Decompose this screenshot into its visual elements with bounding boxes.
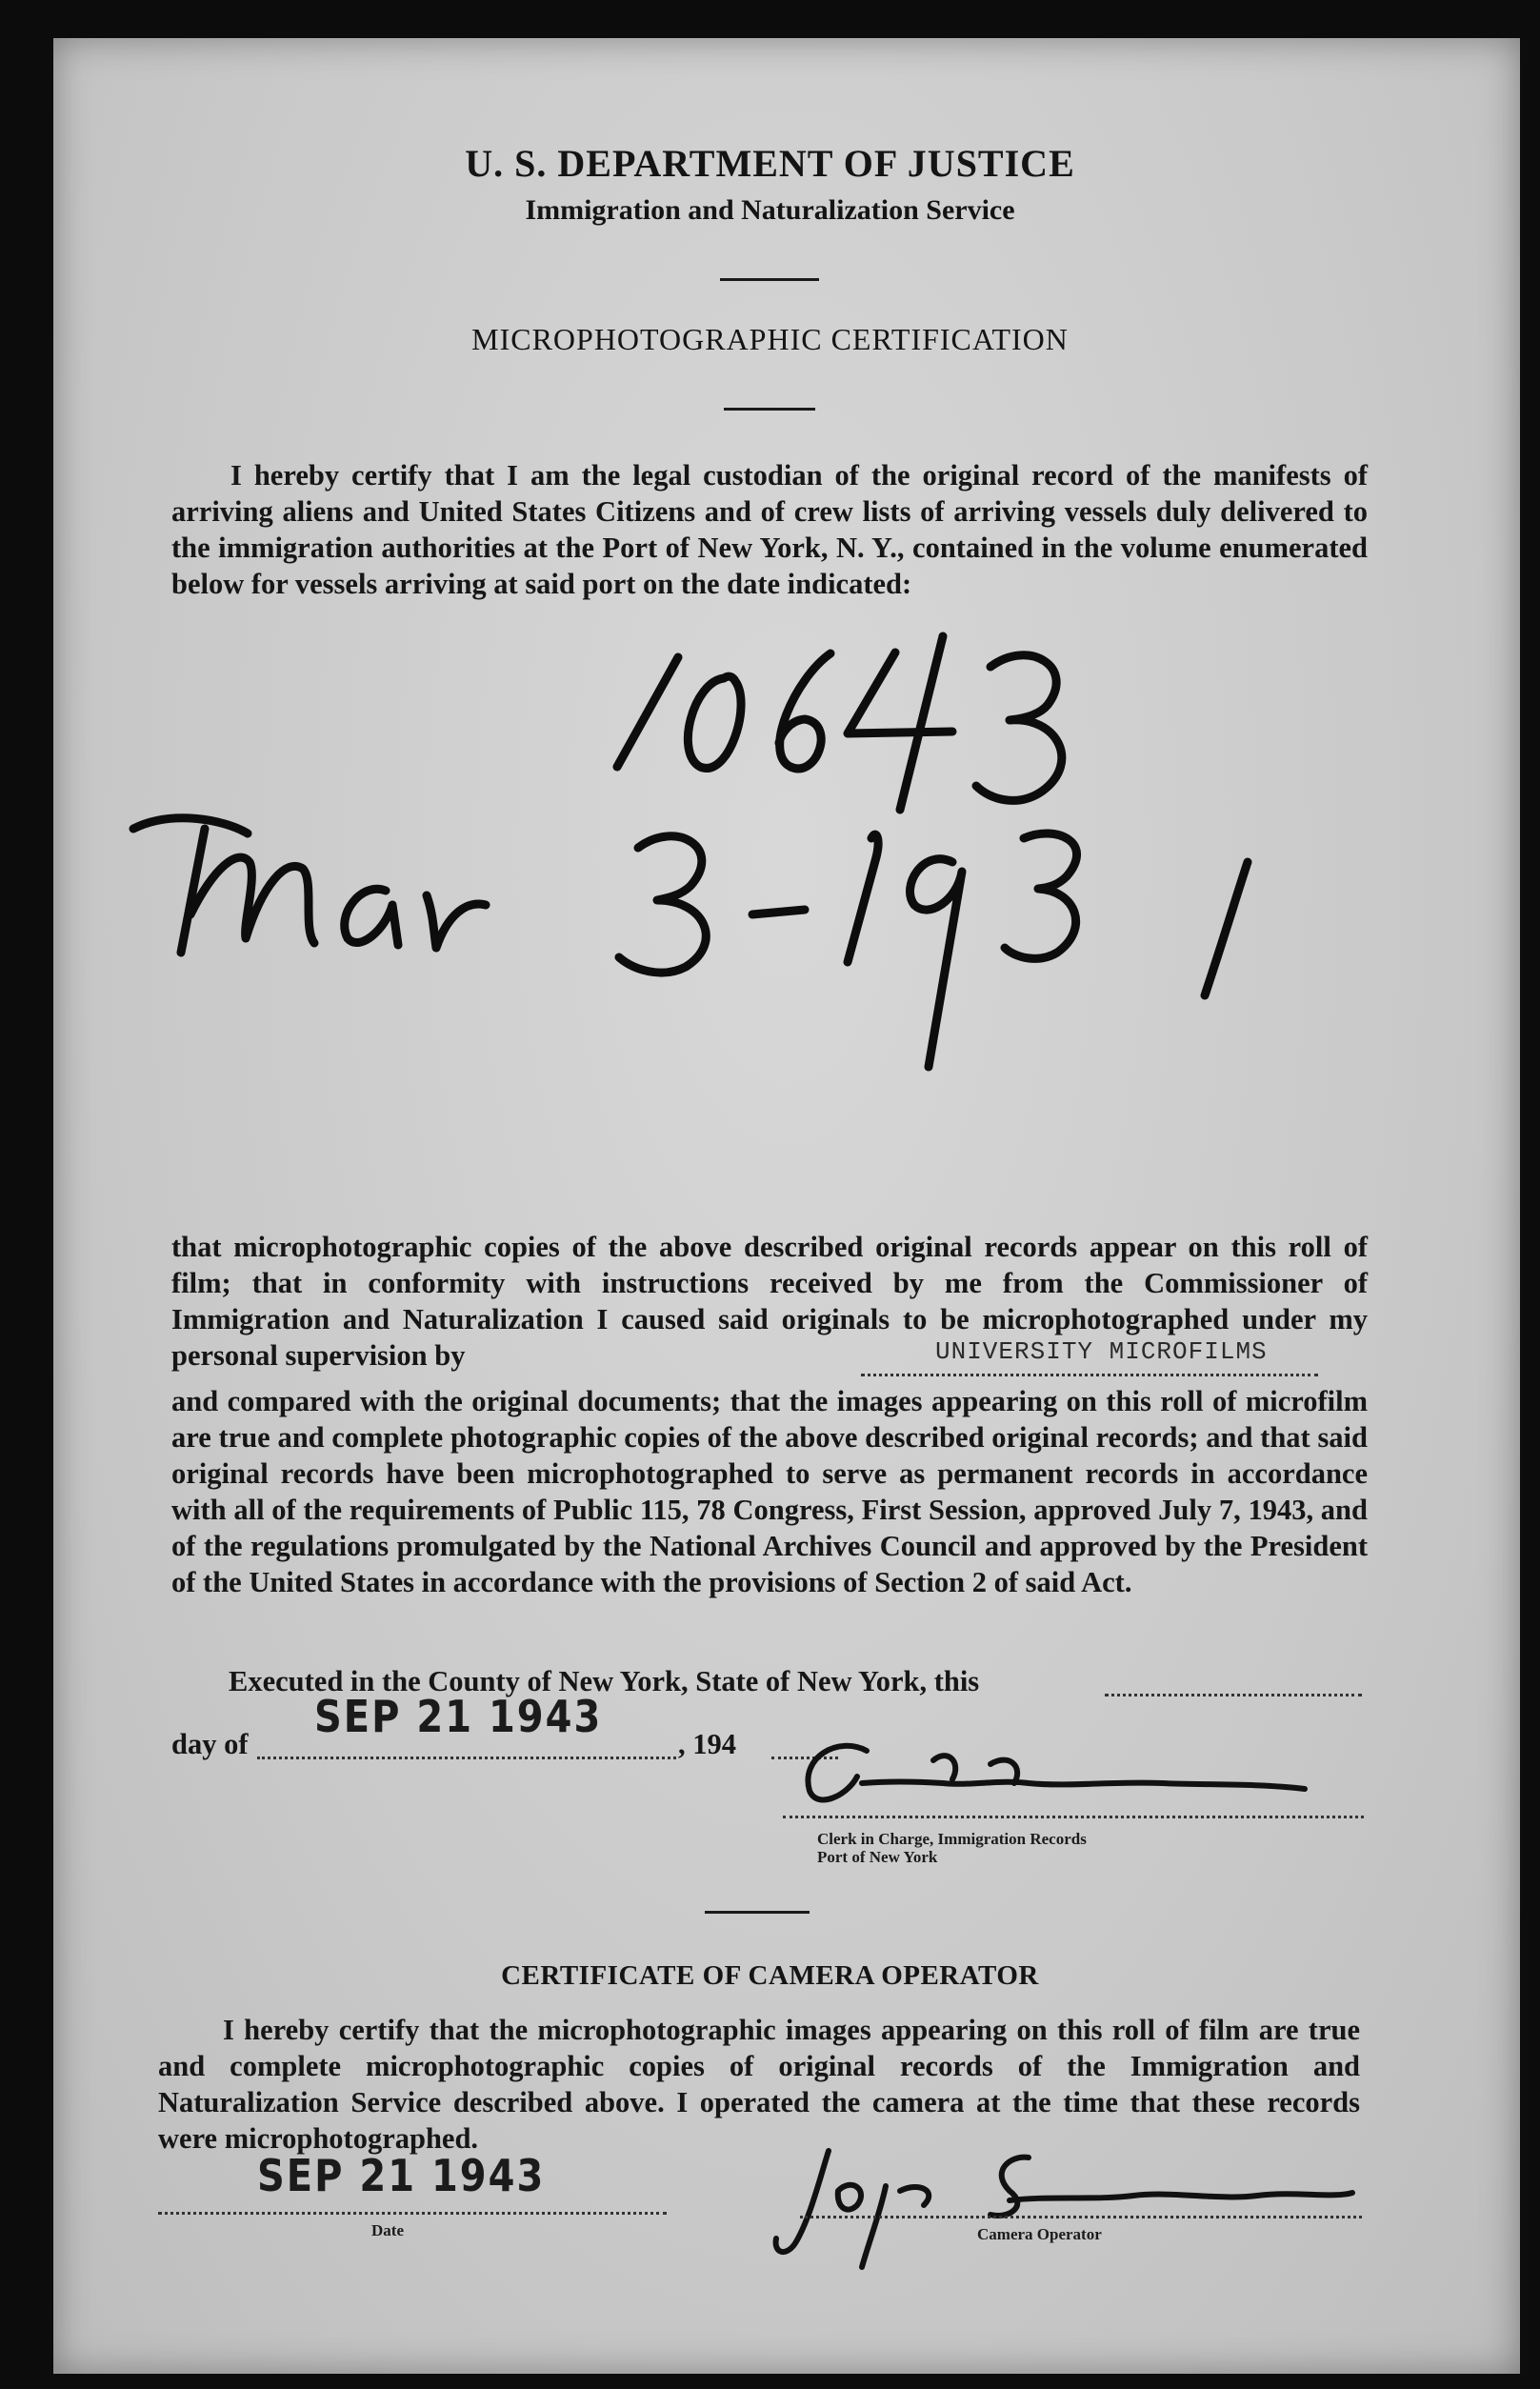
operator-date-stamp: SEP 21 1943 — [257, 2151, 546, 2202]
day-of-label: day of — [171, 1728, 249, 1760]
section-divider — [705, 1911, 810, 1914]
body-paragraph-part1: that microphotographic copies of the above described original records appear on this roll of film; that in conformity with instructions received by me from the Commissioner of Immigration and Naturalization I caused said originals to be microphotographed under my personal supervision by — [171, 1231, 1368, 1372]
date-label: Date — [371, 2221, 404, 2239]
clerk-signature-line — [783, 1816, 1364, 1818]
clerk-title-line1: Clerk in Charge, Immigration Records — [817, 1830, 1087, 1848]
body-paragraph-part2: and compared with the original documents; that the images appearing on this roll of microfilm are true and complete photographic copies of the above described original records; and that said original records have been microphotographed to serve as permanent records in accordance with all of the requirements of Public 115, 78 Congress, First Session, approved July 7, 1943, and of the regulations promulgated by the National Archives Council and approved by the President of the United States in accordance with the provisions of Section 2 of said Act. — [171, 1385, 1368, 1598]
year-fill — [771, 1757, 838, 1759]
certification-title: MICROPHOTOGRAPHIC CERTIFICATION — [471, 322, 1069, 356]
operator-signature-line — [800, 2216, 1362, 2218]
execution-date-stamp: SEP 21 1943 — [314, 1692, 603, 1743]
operator-date-line — [158, 2212, 667, 2215]
service-subheading: Immigration and Naturalization Service — [525, 194, 1015, 226]
camera-operator-title: CERTIFICATE OF CAMERA OPERATOR — [501, 1960, 1039, 1991]
execution-line: Executed in the County of New York, State of New York, this — [229, 1665, 980, 1697]
year-suffix: , 194 — [678, 1728, 736, 1760]
department-heading: U. S. DEPARTMENT OF JUSTICE — [465, 142, 1075, 185]
clerk-title — [817, 1830, 1087, 1866]
intro-paragraph: I hereby certify that I am the legal custodian of the original record of the manifests of arriving aliens and United States Citizens and of crew lists of arriving vessels duly delivered to the immigration authorities at the Port of New York, N. Y., contained in the volume enumerated below for vessels arriving at said port on the date indicated: — [171, 459, 1368, 600]
execution-day-fill — [1105, 1694, 1362, 1696]
camera-operator-paragraph: I hereby certify that the microphotographic images appearing on this roll of film are true and complete microphotographic copies of original records of the Immigration and Naturalization Service described above. I operated the camera at the time that these records were microphotographed. — [158, 2014, 1360, 2155]
typed-operator-name: UNIVERSITY MICROFILMS — [935, 1337, 1268, 1366]
handwritten-entry — [0, 0, 1540, 1105]
camera-operator-label: Camera Operator — [977, 2225, 1102, 2243]
operator-fill-line — [861, 1374, 1318, 1376]
day-of-fill — [257, 1757, 676, 1759]
clerk-title-line2: Port of New York — [817, 1848, 938, 1866]
